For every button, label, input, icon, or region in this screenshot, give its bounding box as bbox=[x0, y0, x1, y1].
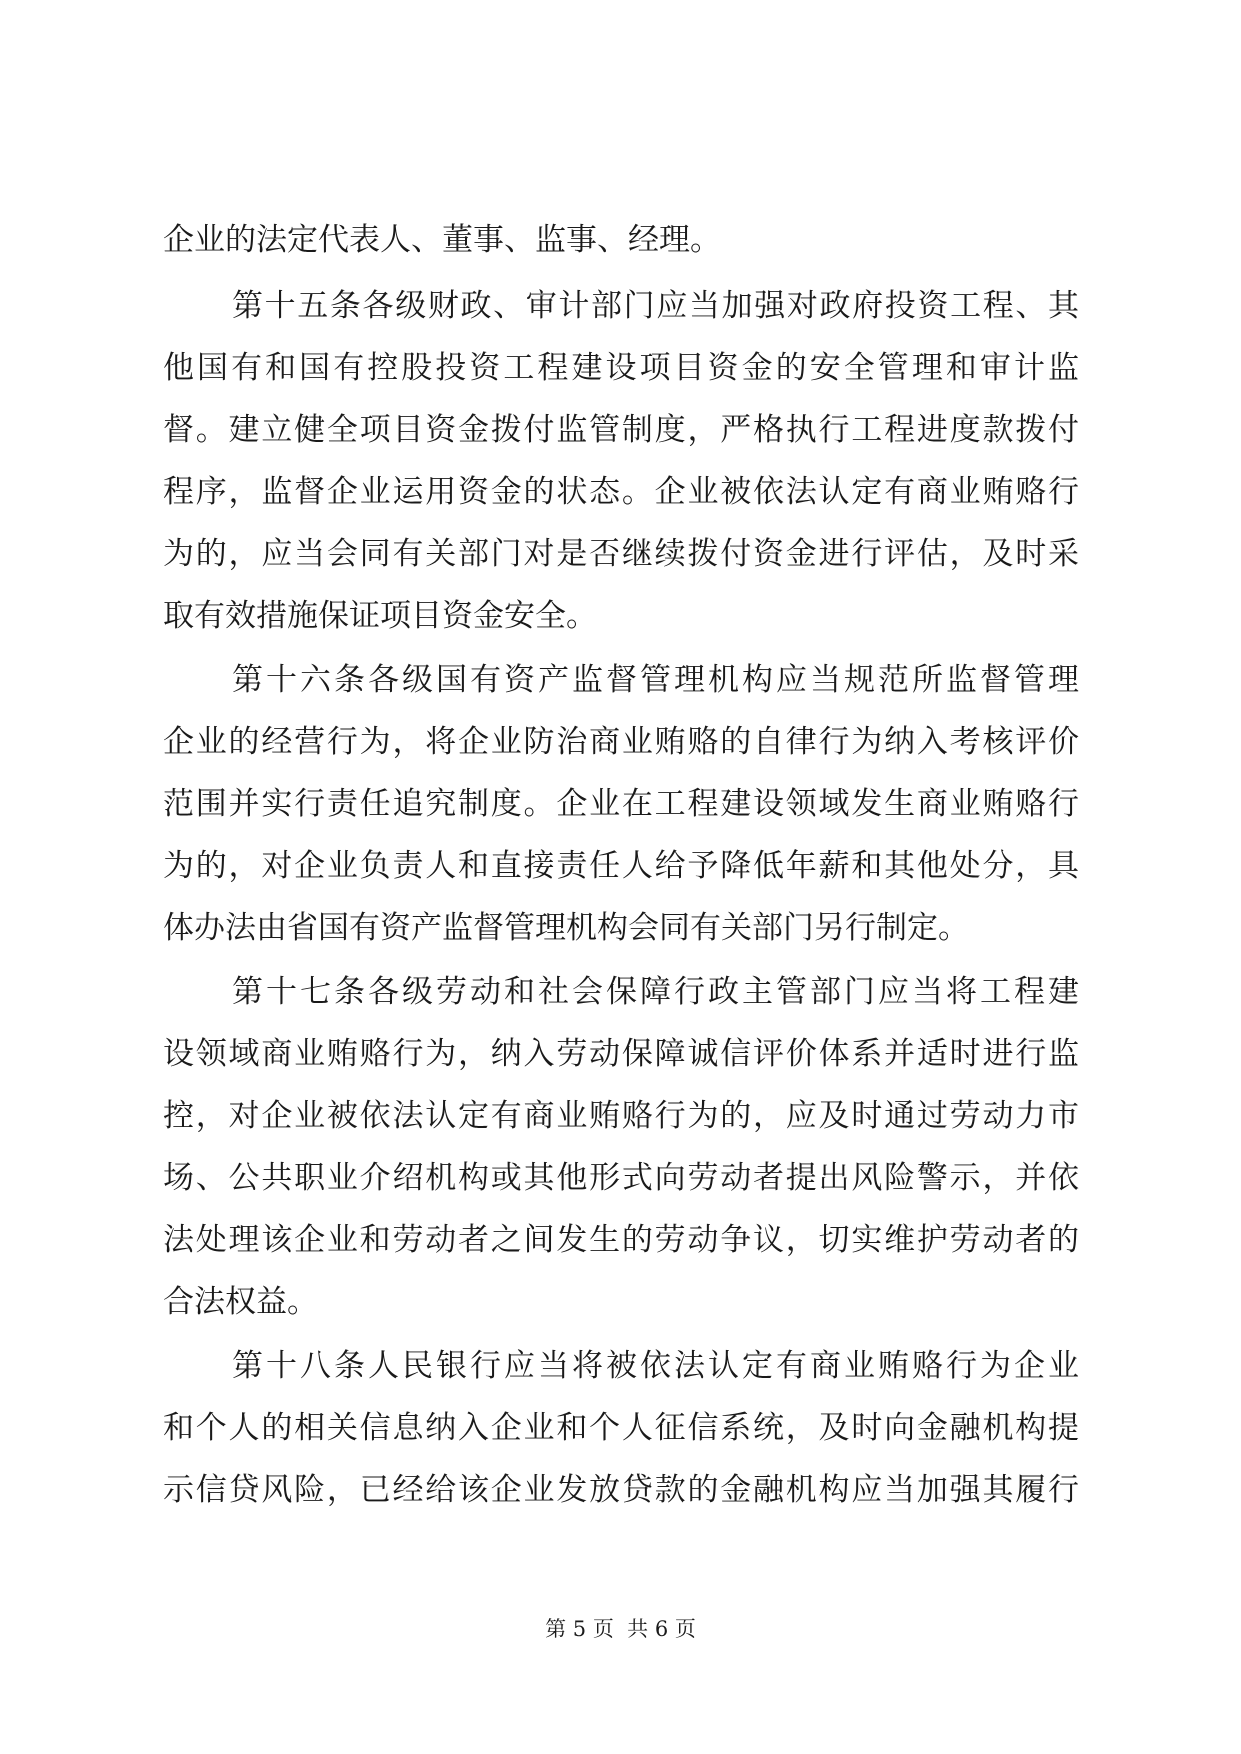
text-line: 范围并实行责任追究制度。企业在工程建设领域发生商业贿赂行 bbox=[163, 786, 1079, 822]
text-line: 他国有和国有控股投资工程建设项目资金的安全管理和审计监 bbox=[163, 350, 1079, 386]
text-line: 体办法由省国有资产监督管理机构会同有关部门另行制定。 bbox=[163, 910, 969, 946]
text-line: 企业的法定代表人、董事、监事、经理。 bbox=[163, 222, 721, 258]
text-line: 法处理该企业和劳动者之间发生的劳动争议，切实维护劳动者的 bbox=[163, 1222, 1079, 1258]
page-number-label: 第 5 页 共 6 页 bbox=[545, 1617, 696, 1641]
text-line: 为的，应当会同有关部门对是否继续拨付资金进行评估，及时采 bbox=[163, 536, 1079, 572]
text-line-article-17-start: 第十七条各级劳动和社会保障行政主管部门应当将工程建 bbox=[232, 974, 1079, 1010]
text-line: 督。建立健全项目资金拨付监管制度，严格执行工程进度款拨付 bbox=[163, 412, 1079, 448]
text-line: 设领域商业贿赂行为，纳入劳动保障诚信评价体系并适时进行监 bbox=[163, 1036, 1079, 1072]
page-footer bbox=[0, 1616, 1241, 1642]
text-line: 取有效措施保证项目资金安全。 bbox=[163, 598, 597, 634]
text-line: 合法权益。 bbox=[163, 1284, 318, 1320]
text-line: 程序，监督企业运用资金的状态。企业被依法认定有商业贿赂行 bbox=[163, 474, 1079, 510]
text-line: 为的，对企业负责人和直接责任人给予降低年薪和其他处分，具 bbox=[163, 848, 1079, 884]
text-line-article-15-start: 第十五条各级财政、审计部门应当加强对政府投资工程、其 bbox=[232, 288, 1079, 324]
text-line: 示信贷风险，已经给该企业发放贷款的金融机构应当加强其履行 bbox=[163, 1472, 1079, 1508]
text-line: 控，对企业被依法认定有商业贿赂行为的，应及时通过劳动力市 bbox=[163, 1098, 1079, 1134]
text-line: 企业的经营行为，将企业防治商业贿赂的自律行为纳入考核评价 bbox=[163, 724, 1079, 760]
text-line-article-16-start: 第十六条各级国有资产监督管理机构应当规范所监督管理 bbox=[232, 662, 1079, 698]
text-line: 场、公共职业介绍机构或其他形式向劳动者提出风险警示，并依 bbox=[163, 1160, 1079, 1196]
text-line: 和个人的相关信息纳入企业和个人征信系统，及时向金融机构提 bbox=[163, 1410, 1079, 1446]
text-line-article-18-start: 第十八条人民银行应当将被依法认定有商业贿赂行为企业 bbox=[232, 1348, 1079, 1384]
